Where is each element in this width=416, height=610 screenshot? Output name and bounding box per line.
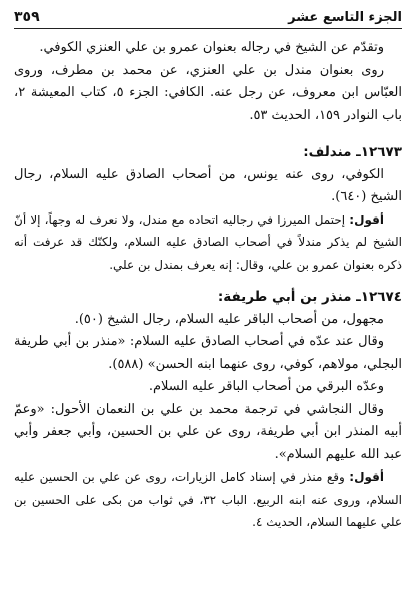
- paragraph: وقال النجاشي في ترجمة محمد بن علي بن النعمان الأحول: «وعمّ أبيه المنذر ابن أبي طريفة، روى عن علي بن الحسين، وأبي جعفر وأبي عبد الله عليهم السلام».: [14, 401, 402, 462]
- comment-text: وقع منذر في إسناد كامل الزيارات، روى عن علي بن الحسين عليه السلام، وروى عنه ابنه الربيع. الباب ٣٢، في ثواب من بكى على الحسين بن علي عليهما السلام، الحديث ٤.: [14, 470, 403, 529]
- comment-text: إحتمل الميرزا في رجاليه اتحاده مع مندل، ولا نعرف له وجهاً، إلا أنّ الشيخ لم يذكر مندلاً في أصحاب الصادق عليه السلام، ولكنّك قد عرفت أنه ذكره بعنوان عمرو بن علي، وقال: إنه يعرف بمندل بن علي.: [14, 212, 402, 272]
- paragraph: وعدّه البرقي من أصحاب الباقر عليه السلام.: [148, 379, 384, 394]
- running-header: [14, 8, 402, 29]
- paragraph: وتقدّم عن الشيخ في رجاله بعنوان عمرو بن علي العنزي الكوفي.: [39, 40, 384, 55]
- paragraph: وقال عند عدّه في أصحاب الصادق عليه السلام: «منذر بن أبي طريفة البجلي، مولاهم، كوفي، روى عنهما ابنه الحسن» (٥٨٨).: [14, 334, 402, 372]
- paragraph: الكوفي، روى عنه يونس، من أصحاب الصادق عليه السلام، رجال الشيخ (٦٤٠).: [14, 166, 402, 204]
- page-number: ٣٥٩: [14, 9, 40, 25]
- entry-heading: ١٢٦٧٤ـ منذر بن أبي طريفة:: [217, 289, 402, 305]
- entry-heading: ١٢٦٧٣ـ مندلف:: [303, 144, 402, 160]
- comment-label: أقول:: [349, 212, 384, 227]
- comment-paragraph: [14, 209, 402, 277]
- comment-label: أقول:: [349, 470, 384, 484]
- header-title: الجزء التاسع عشر: [288, 10, 402, 25]
- comment-paragraph: [14, 466, 402, 534]
- book-page: [14, 8, 402, 602]
- page-body: [14, 37, 402, 534]
- paragraph: مجهول، من أصحاب الباقر عليه السلام، رجال الشيخ (٥٠).: [74, 311, 384, 327]
- paragraph: روى بعنوان مندل بن علي العنزي، عن محمد بن مطرف، وروى العبّاس ابن معروف، عن رجل عنه. الكافي: الجزء ٥، كتاب المعيشة ٢، باب النوادر ١٥٩، الحديث ٥٣.: [14, 62, 402, 123]
